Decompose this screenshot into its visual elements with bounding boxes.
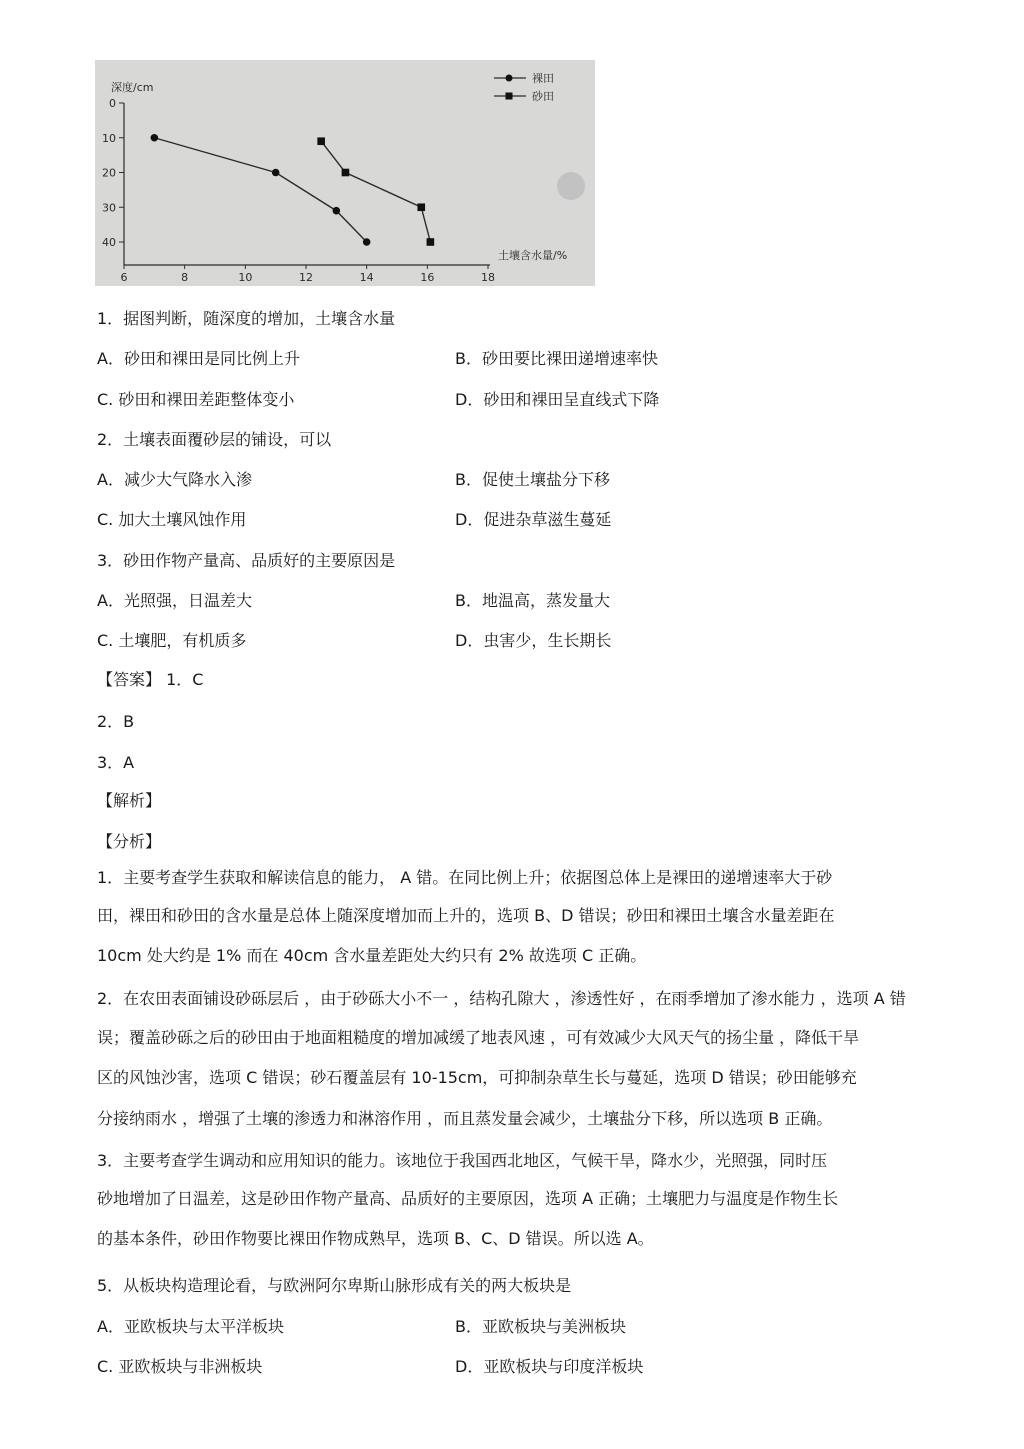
data-point-1: [151, 134, 159, 142]
y-tick-label: 0: [109, 97, 116, 110]
q5-option-d: D．亚欧板块与印度洋板块: [455, 1357, 644, 1376]
y-axis-label: 深度/cm: [111, 81, 154, 94]
x-tick-label: 10: [238, 271, 253, 284]
analysis-2-line-3: 区的风蚀沙害，选项 C 错误；砂石覆盖层有 10-15cm，可抑制杂草生长与蔓延，选项 D 错误；砂田能够充: [97, 1068, 857, 1087]
data-point-2: [317, 137, 325, 145]
analysis-3-line-3: 的基本条件，砂田作物要比裸田作物成熟早，选项 B、C、D 错误。所以选 A。: [97, 1229, 654, 1248]
q3-option-d: D．虫害少，生长期长: [455, 631, 612, 650]
y-tick-label: 40: [102, 236, 116, 249]
q2-option-c: C. 加大土壤风蚀作用: [97, 510, 247, 529]
smudge-spot: [557, 172, 585, 200]
data-point-2: [427, 238, 435, 246]
answer-1: 【答案】 1．C: [97, 670, 204, 689]
q1-option-a: A．砂田和裸田是同比例上升: [97, 349, 300, 368]
analysis-1-line-2: 田，裸田和砂田的含水量是总体上随深度增加而上升的，选项 B、D 错误；砂田和裸田土壤含水量差距在: [97, 906, 835, 925]
q2-option-d: D．促进杂草滋生蔓延: [455, 510, 612, 529]
legend-label-2: 砂田: [532, 90, 554, 103]
q3-stem: 3．砂田作物产量高、品质好的主要原因是: [97, 551, 396, 570]
data-point-2: [342, 169, 350, 177]
analysis-2-line-2: 误；覆盖砂砾之后的砂田由于地面粗糙度的增加减缓了地表风速 ，可有效减少大风天气的扬尘量 ，降低干旱: [97, 1028, 860, 1047]
jiexi-heading: 【解析】: [97, 791, 162, 810]
q1-option-b: B．砂田要比裸田递增速率快: [455, 349, 658, 368]
analysis-1-line-1: 1．主要考查学生获取和解读信息的能力， A 错。在同比例上升；依据图总体上是裸田的递增速率大于砂: [97, 868, 833, 887]
x-tick-label: 18: [481, 271, 495, 284]
y-tick-label: 30: [102, 201, 116, 215]
data-point-2: [417, 203, 425, 211]
x-axis-label: 土壤含水量/%: [498, 249, 568, 262]
q3-option-a: A．光照强，日温差大: [97, 591, 252, 610]
answer-3: 3．A: [97, 753, 135, 772]
x-tick-label: 12: [299, 271, 313, 284]
q5-stem: 5．从板块构造理论看，与欧洲阿尔卑斯山脉形成有关的两大板块是: [97, 1276, 572, 1295]
q3-option-b: B．地温高，蒸发量大: [455, 591, 610, 610]
y-tick-label: 10: [102, 131, 116, 145]
data-point-1: [363, 238, 371, 246]
data-point-1: [272, 169, 280, 177]
fenxi-heading: 【分析】: [97, 832, 162, 851]
q1-stem: 1．据图判断，随深度的增加，土壤含水量: [97, 309, 396, 328]
legend-marker-1: [506, 75, 513, 82]
q5-option-c: C. 亚欧板块与非洲板块: [97, 1357, 263, 1376]
analysis-2-line-4: 分接纳雨水 ，增强了土壤的渗透力和淋溶作用 ，而且蒸发量会减少，土壤盐分下移，所以选项 B 正确。: [97, 1109, 833, 1128]
q1-option-d: D．砂田和裸田呈直线式下降: [455, 390, 660, 409]
q2-option-b: B．促使土壤盐分下移: [455, 470, 610, 489]
legend-label-1: 裸田: [532, 72, 554, 85]
q2-stem: 2．土壤表面覆砂层的铺设，可以: [97, 430, 332, 449]
chart-svg: [95, 60, 595, 286]
legend-marker-2: [506, 93, 513, 100]
x-tick-label: 16: [420, 271, 435, 284]
analysis-3-line-1: 3．主要考查学生调动和应用知识的能力。该地位于我国西北地区，气候干旱，降水少，光照强，同时压: [97, 1151, 828, 1170]
q5-option-a: A．亚欧板块与太平洋板块: [97, 1317, 284, 1336]
q3-option-c: C. 土壤肥，有机质多: [97, 631, 247, 650]
x-tick-label: 6: [120, 271, 128, 284]
analysis-1-line-3: 10cm 处大约是 1% 而在 40cm 含水量差距处大约只有 2% 故选项 C 正确。: [97, 946, 647, 965]
analysis-2-line-1: 2．在农田表面铺设砂砾层后 ，由于砂砾大小不一 ，结构孔隙大 ，渗透性好 ，在雨季增加了渗水能力 ，选项 A 错: [97, 989, 906, 1008]
answer-2: 2．B: [97, 712, 135, 731]
x-tick-label: 14: [359, 271, 374, 284]
q5-option-b: B．亚欧板块与美洲板块: [455, 1317, 626, 1336]
soil-moisture-chart: [95, 60, 595, 286]
y-tick-label: 20: [102, 166, 116, 180]
analysis-3-line-2: 砂地增加了日温差，这是砂田作物产量高、品质好的主要原因，选项 A 正确；土壤肥力与温度是作物生长: [97, 1189, 839, 1208]
x-tick-label: 8: [181, 271, 189, 284]
q1-option-c: C. 砂田和裸田差距整体变小: [97, 390, 295, 409]
q2-option-a: A．减少大气降水入渗: [97, 470, 252, 489]
data-point-1: [333, 207, 341, 215]
